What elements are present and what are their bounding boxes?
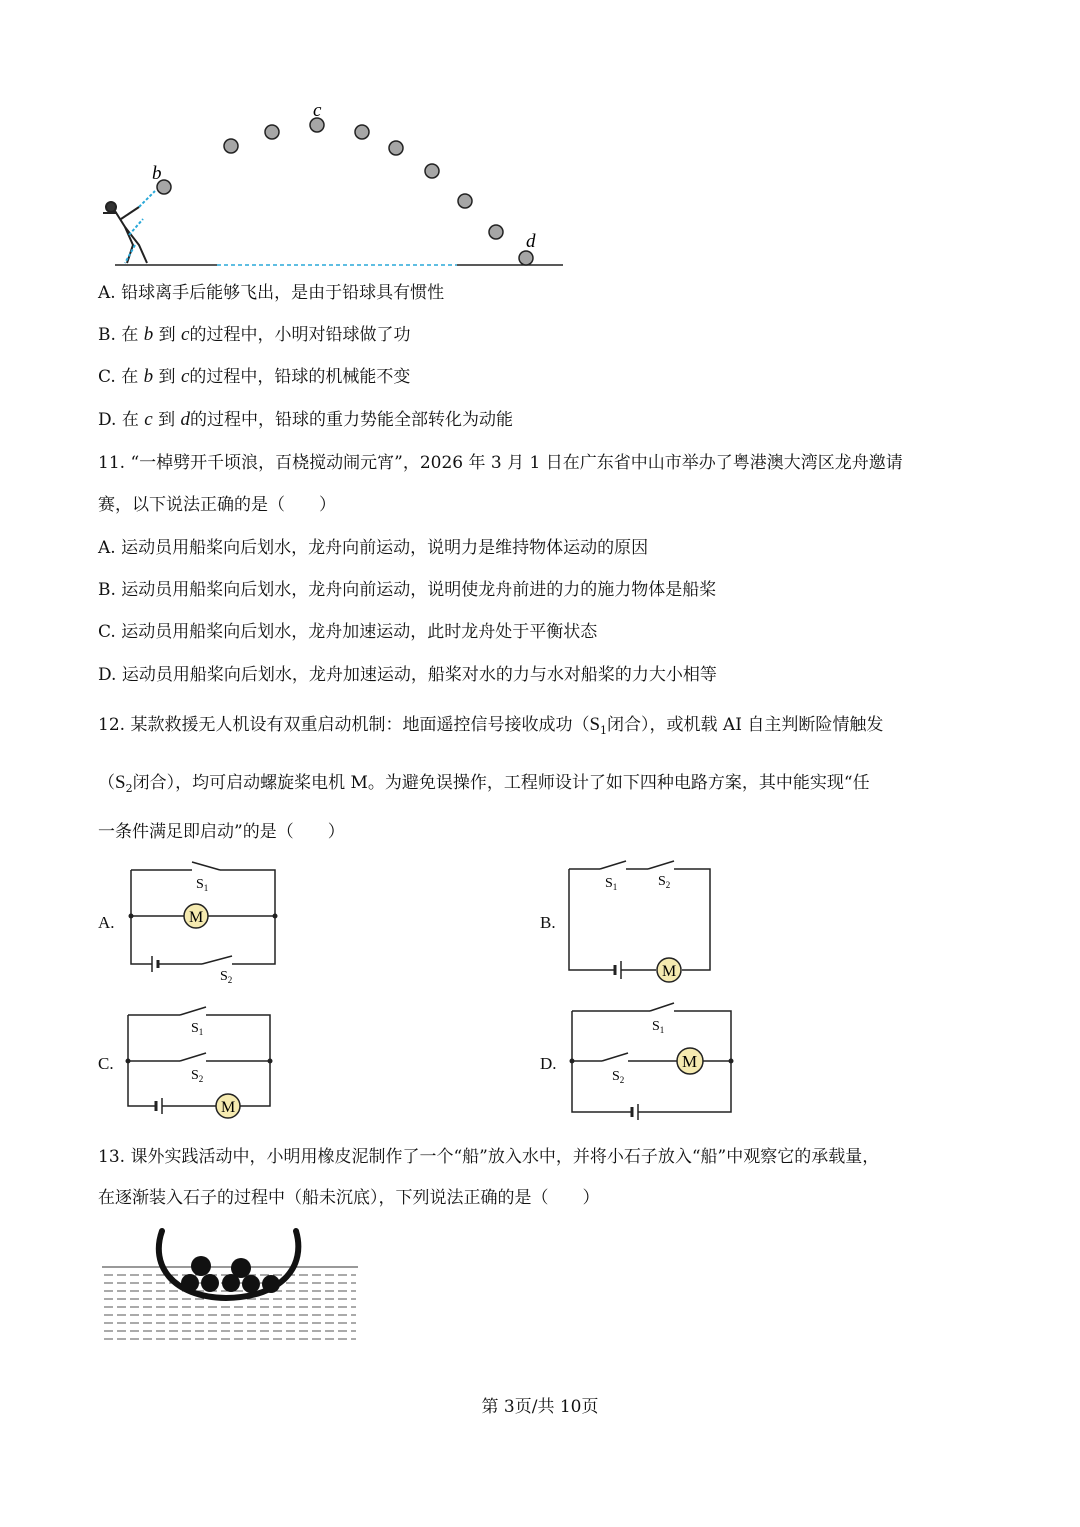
junction-dot [126, 1059, 131, 1064]
q11-option-b: B. 运动员用船桨向后划水，龙舟向前运动，说明使龙舟前进的力的施力物体是船桨 [98, 580, 717, 600]
q12-stem-line3: 一条件满足即启动”的是（ ） [98, 822, 345, 842]
s2-label: $S_2$ [220, 969, 233, 985]
q11-stem-line2: 赛，以下说法正确的是（ ） [98, 495, 336, 515]
boat-in-water-figure [100, 1225, 360, 1350]
ball [425, 164, 439, 178]
s1-label: $S_1$ [652, 1019, 665, 1035]
ball [489, 225, 503, 239]
q11-stem-line1: 11. “一棹劈开千顷浪，百桡搅动闹元宵”，2026 年 3 月 1 日在广东省中山市举办了粤港澳大湾区龙舟邀请 [98, 453, 903, 473]
label-b: b [152, 163, 162, 184]
q11-option-d: D. 运动员用船桨向后划水，龙舟加速运动，船桨对水的力与水对船桨的力大小相等 [98, 665, 717, 685]
circuit-b-label: B. [540, 913, 556, 932]
q10-option-c: C. 在 b 到 c的过程中，铅球的机械能不变 [98, 366, 411, 387]
circuit-a [120, 860, 290, 990]
junction-dot [273, 914, 278, 919]
page-footer: 第 3页/共 10页 [481, 1397, 599, 1417]
motor-label: M [682, 1052, 698, 1071]
ball [389, 141, 403, 155]
athlete-figure [103, 191, 155, 263]
ball [458, 194, 472, 208]
s2-label: $S_2$ [191, 1068, 204, 1084]
q13-stem-line1: 13. 课外实践活动中，小明用橡皮泥制作了一个“船”放入水中，并将小石子放入“船”中观察它的承载量， [98, 1147, 880, 1167]
label-c: c [313, 100, 322, 121]
ball [224, 139, 238, 153]
motor-label: M [221, 1099, 236, 1116]
s1-label: $S_1$ [191, 1021, 204, 1037]
label-d: d [526, 231, 536, 252]
motor-label: M [189, 909, 204, 926]
junction-dot [729, 1059, 734, 1064]
ball [265, 125, 279, 139]
circuit-b [560, 855, 720, 985]
circuit-d [562, 1000, 742, 1122]
circuit-d-label: D. [540, 1054, 557, 1073]
s1-label: $S_1$ [605, 876, 618, 892]
q10-option-a: A. 铅球离手后能够飞出，是由于铅球具有惯性 [98, 283, 445, 303]
junction-dot [570, 1059, 575, 1064]
q10-option-d: D. 在 c 到 d的过程中，铅球的重力势能全部转化为动能 [98, 409, 513, 430]
junction-dot [268, 1059, 273, 1064]
junction-dot [129, 914, 134, 919]
q10-option-b: B. 在 b 到 c的过程中，小明对铅球做了功 [98, 324, 411, 345]
ball-d [519, 251, 533, 265]
q11-option-a: A. 运动员用船桨向后划水，龙舟向前运动，说明力是维持物体运动的原因 [98, 538, 649, 558]
q13-stem-line2: 在逐渐装入石子的过程中（船未沉底），下列说法正确的是（ ） [98, 1188, 600, 1208]
q12-stem-line2: （$S_2$闭合），均可启动螺旋桨电机 M。为避免误操作，工程师设计了如下四种电路方案，其中能实现“任 [98, 772, 870, 795]
ball [355, 125, 369, 139]
circuit-a-label: A. [98, 913, 115, 932]
shot-trajectory [157, 118, 533, 265]
s1-label: $S_1$ [196, 877, 209, 893]
circuit-c-label: C. [98, 1054, 114, 1073]
circuit-c [118, 1000, 283, 1120]
q12-stem-line1: 12. 某款救援无人机设有双重启动机制：地面遥控信号接收成功（$S_1$闭合），或机载 AI 自主判断险情触发 [98, 714, 884, 737]
motor-label: M [662, 963, 677, 980]
q11-option-c: C. 运动员用船桨向后划水，龙舟加速运动，此时龙舟处于平衡状态 [98, 622, 598, 642]
shot-put-figure [95, 95, 575, 275]
s2-label: $S_2$ [658, 874, 671, 890]
s2-label: $S_2$ [612, 1069, 625, 1085]
